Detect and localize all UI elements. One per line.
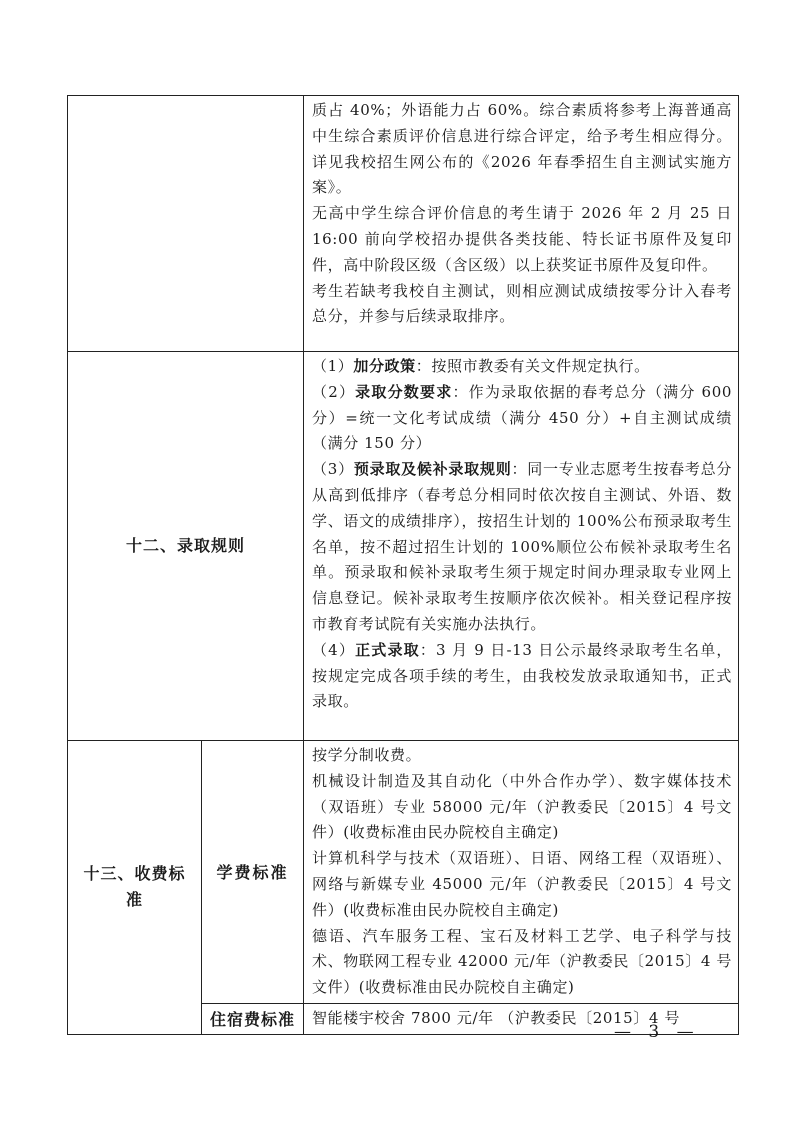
rule-title: 正式录取	[355, 640, 420, 659]
tuition-line: 机械设计制造及其自动化（中外合作办学）、数字媒体技术（双语班）专业 58000 元/年（沪教委民〔2015〕4 号文件）(收费标准由民办院校自主确定)	[312, 771, 732, 842]
rule-title: 录取分数要求	[355, 382, 453, 401]
continuation-paragraph: 考生若缺考我校自主测试，则相应测试成绩按零分计入春考总分，并参与后续录取排序。	[312, 281, 732, 326]
tuition-content	[304, 741, 739, 1004]
tuition-line: 按学分制收费。	[312, 746, 422, 764]
rule-item: （1）加分政策：按照市教委有关文件规定执行。	[312, 357, 650, 375]
tuition-label: 学费标准	[202, 741, 304, 1004]
housing-label: 住宿费标准	[202, 1003, 304, 1034]
tuition-line: 计算机科学与技术（双语班）、日语、网络工程（双语班）、网络与新媒专业 45000 元/年（沪教委民〔2015〕4 号文件）(收费标准由民办院校自主确定)	[312, 849, 732, 919]
rule-title: 加分政策	[353, 357, 416, 375]
page-number: — 3 —	[614, 1022, 700, 1042]
row-continuation	[68, 96, 739, 352]
rule-item: （2）录取分数要求：作为录取依据的春考总分（满分 600 分）=统一文化考试成绩（满分 450 分）+自主测试成绩（满分 150 分）	[312, 382, 732, 453]
row-admission-rules	[68, 352, 739, 741]
rule-item: （3）预录取及候补录取规则：同一专业志愿考生按春考总分从高到低排序（春考总分相同时依次按自主测试、外语、数学、语文的成绩排序），按招生计划的 100%公布预录取考生名单，按不超过招生计划的 100%顺位公布候补录取考生名单。预录取和候补录取考生须于规定时间办理录取专业网上信息登记。候补录取考生按顺序依次候补。相关登记程序按市教育考试院有关实施办法执行。	[312, 460, 733, 633]
rule-item: （4）正式录取：3 月 9 日-13 日公示最终录取考生名单，按规定完成各项手续的考生，由我校发放录取通知书，正式录取。	[312, 640, 733, 711]
row-continuation-label	[68, 96, 304, 352]
fees-label: 十三、收费标准	[68, 741, 202, 1035]
row-fees-tuition	[68, 741, 739, 1004]
tuition-line: 德语、汽车服务工程、宝石及材料工艺学、电子科学与技术、物联网工程专业 42000 元/年（沪教委民〔2015〕4 号文件）(收费标准由民办院校自主确定)	[312, 926, 732, 997]
admission-rules-content	[304, 352, 739, 741]
admission-rules-label: 十二、录取规则	[68, 352, 304, 741]
row-continuation-content	[304, 96, 739, 352]
housing-content: 智能楼宇校舍 7800 元/年 （沪教委民〔2015〕4 号	[304, 1003, 739, 1034]
rule-title: 预录取及候补录取规则	[353, 460, 512, 479]
continuation-paragraph: 无高中学生综合评价信息的考生请于 2026 年 2 月 25 日 16:00 前向学校招办提供各类技能、特长证书原件及复印件，高中阶段区级（含区级）以上获奖证书原件及复印件。	[312, 204, 732, 274]
continuation-paragraph: 质占 40%；外语能力占 60%。综合素质将参考上海普通高中生综合素质评价信息进行综合评定，给予考生相应得分。详见我校招生网公布的《2026 年春季招生自主测试实施方案》。	[312, 101, 732, 197]
admission-table	[67, 95, 739, 1035]
